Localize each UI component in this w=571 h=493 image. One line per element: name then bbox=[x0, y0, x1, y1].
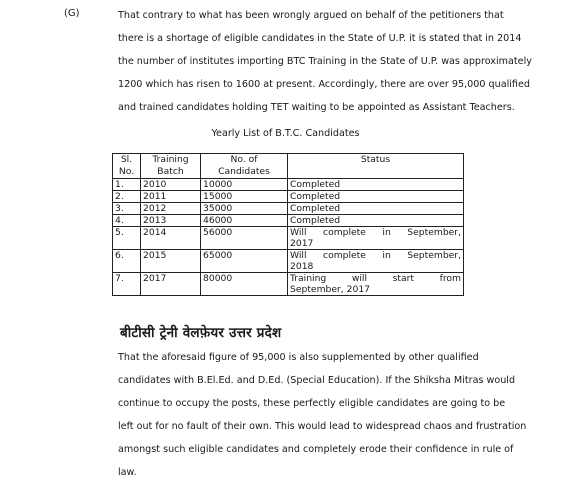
cell-sl: 4. bbox=[113, 215, 141, 227]
status-line: Completed bbox=[290, 203, 341, 214]
header-line: Sl. bbox=[120, 154, 133, 165]
status-line: Will complete in September, bbox=[290, 250, 461, 261]
header-line: No. bbox=[118, 166, 135, 177]
cell-status bbox=[288, 250, 464, 273]
cell-count: 35000 bbox=[201, 203, 288, 215]
header-line: Status bbox=[360, 154, 391, 165]
cell-batch: 2015 bbox=[141, 250, 201, 273]
paragraph-line: and trained candidates holding TET waiting to be appointed as Assistant Teachers. bbox=[118, 102, 515, 113]
table-row bbox=[113, 250, 464, 273]
status-line: Completed bbox=[290, 179, 341, 190]
paragraph-line: amongst such eligible candidates and completely erode their confidence in rule of bbox=[118, 444, 514, 455]
cell-count: 65000 bbox=[201, 250, 288, 273]
table-row bbox=[113, 191, 464, 203]
cell-sl: 7. bbox=[113, 273, 141, 296]
paragraph-line: there is a shortage of eligible candidates in the State of U.P. it is stated that in 2014 bbox=[118, 33, 522, 44]
status-line: Will complete in September, bbox=[290, 227, 461, 238]
paragraph-supplement bbox=[118, 346, 538, 484]
header-no-of-candidates bbox=[201, 154, 288, 179]
paragraph-line: candidates with B.El.Ed. and D.Ed. (Special Education). If the Shiksha Mitras would bbox=[118, 375, 516, 386]
table-caption: Yearly List of B.T.C. Candidates bbox=[211, 128, 360, 139]
table-row bbox=[113, 179, 464, 191]
paragraph-line: continue to occupy the posts, these perfectly eligible candidates are going to be bbox=[118, 398, 506, 409]
paragraph-line: 1200 which has risen to 1600 at present. Accordingly, there are over 95,000 qualified bbox=[118, 79, 530, 90]
cell-status bbox=[288, 215, 464, 227]
cell-batch: 2012 bbox=[141, 203, 201, 215]
status-line: Training will start from bbox=[290, 273, 461, 284]
cell-batch: 2013 bbox=[141, 215, 201, 227]
cell-count: 10000 bbox=[201, 179, 288, 191]
btc-candidates-table bbox=[112, 153, 464, 296]
status-line: Completed bbox=[290, 215, 341, 226]
status-line: 2018 bbox=[290, 261, 314, 272]
header-training-batch bbox=[141, 154, 201, 179]
paragraph-line: law. bbox=[118, 467, 137, 478]
header-status bbox=[288, 154, 464, 179]
table-row bbox=[113, 273, 464, 296]
cell-count: 46000 bbox=[201, 215, 288, 227]
paragraph-line: the number of institutes importing BTC Training in the State of U.P. was approximately bbox=[118, 56, 532, 67]
cell-count: 15000 bbox=[201, 191, 288, 203]
status-line: 2017 bbox=[290, 238, 314, 249]
table-row bbox=[113, 215, 464, 227]
header-line: No. of bbox=[230, 154, 258, 165]
cell-count: 56000 bbox=[201, 227, 288, 250]
cell-status bbox=[288, 179, 464, 191]
paragraph-g bbox=[118, 4, 538, 119]
cell-batch: 2014 bbox=[141, 227, 201, 250]
cell-sl: 6. bbox=[113, 250, 141, 273]
cell-sl: 3. bbox=[113, 203, 141, 215]
paragraph-line: That contrary to what has been wrongly argued on behalf of the petitioners that bbox=[118, 10, 504, 21]
table-row bbox=[113, 203, 464, 215]
cell-sl: 2. bbox=[113, 191, 141, 203]
table-row bbox=[113, 227, 464, 250]
cell-batch: 2010 bbox=[141, 179, 201, 191]
cell-status bbox=[288, 203, 464, 215]
cell-status bbox=[288, 191, 464, 203]
header-line: Batch bbox=[157, 166, 184, 177]
header-sl-no bbox=[113, 154, 141, 179]
paragraph-line: That the aforesaid figure of 95,000 is also supplemented by other qualified bbox=[118, 352, 479, 363]
cell-batch: 2011 bbox=[141, 191, 201, 203]
cell-count: 80000 bbox=[201, 273, 288, 296]
paragraph-line: left out for no fault of their own. This would lead to widespread chaos and frustration bbox=[118, 421, 527, 432]
cell-sl: 1. bbox=[113, 179, 141, 191]
cell-status bbox=[288, 273, 464, 296]
table-header-row bbox=[113, 154, 464, 179]
header-line: Training bbox=[152, 154, 189, 165]
status-line: September, 2017 bbox=[290, 284, 371, 295]
header-line: Candidates bbox=[218, 166, 270, 177]
status-line: Completed bbox=[290, 191, 341, 202]
paragraph-label: (G) bbox=[64, 8, 80, 19]
cell-status bbox=[288, 227, 464, 250]
watermark-heading: बीटीसी ट्रेनी वेलफ़ेयर उत्तर प्रदेश bbox=[120, 325, 282, 341]
cell-sl: 5. bbox=[113, 227, 141, 250]
cell-batch: 2017 bbox=[141, 273, 201, 296]
